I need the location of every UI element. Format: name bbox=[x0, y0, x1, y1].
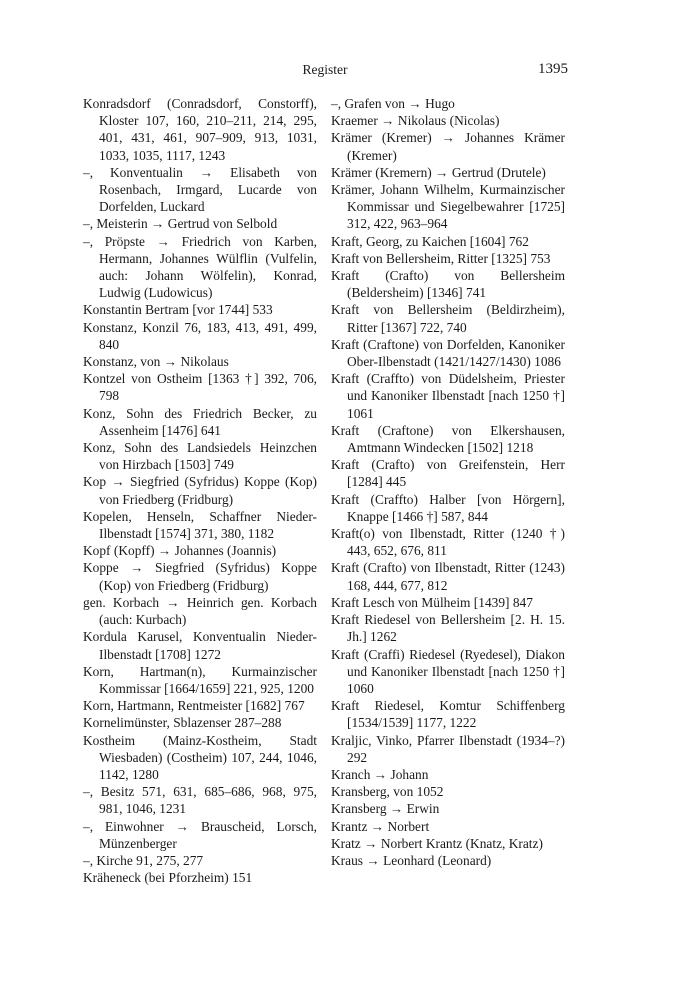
register-entry: –, Kirche 91, 275, 277 bbox=[83, 852, 204, 868]
register-entry: Krämer (Kremern) → Gertrud (Drutele) bbox=[331, 164, 546, 180]
register-entry: Konz, Sohn des Friedrich Becker, zu Assenheim [1476] 641 bbox=[83, 405, 317, 438]
register-entry: –, Besitz 571, 631, 685–686, 968, 975, 981, 1046, 1231 bbox=[83, 784, 317, 817]
register-entry: Korn, Hartman(n), Kurmainzischer Kommissar [1664/1659] 221, 925, 1200 bbox=[83, 663, 317, 696]
register-entry: –, Pröpste → Friedrich von Karben, Hermann, Johannes Wülflin (Vulfelin, auch: Johann Wölfelin), Konrad, Ludwig (Ludowicus) bbox=[83, 233, 317, 301]
register-entry: Kraft Riedesel, Komtur Schiffenberg [1534/1539] 1177, 1222 bbox=[331, 698, 565, 731]
register-entry: Kraemer → Nikolaus (Nicolas) bbox=[331, 113, 500, 129]
register-entry: Kraft von Bellersheim (Beldirzheim), Ritter [1367] 722, 740 bbox=[331, 302, 565, 335]
register-entry: Kraft (Craftone) von Dorfelden, Kanoniker Ober-Ilbenstadt (1421/1427/1430) 1086 bbox=[331, 336, 565, 370]
register-entry: Konstantin Bertram [vor 1744] 533 bbox=[83, 302, 273, 318]
register-entry: Koppe → Siegfried (Syfridus) Koppe (Kop) von Friedberg (Fridburg) bbox=[83, 560, 317, 593]
register-column-left bbox=[83, 95, 317, 886]
register-entry: Kopelen, Henseln, Schaffner Nieder-Ilbenstadt [1574] 371, 380, 1182 bbox=[83, 508, 317, 542]
running-title: Register bbox=[302, 62, 348, 77]
register-entry: gen. Korbach → Heinrich gen. Korbach (auch: Kurbach) bbox=[83, 594, 317, 628]
register-entry: Kransberg → Erwin bbox=[331, 801, 440, 817]
register-entry: Kop → Siegfried (Syfridus) Koppe (Kop) von Friedberg (Fridburg) bbox=[83, 474, 317, 507]
register-entry: Kraft (Craffi) Riedesel (Ryedesel), Diakon und Kanoniker Ilbenstadt [nach 1250 †] 1060 bbox=[331, 646, 565, 696]
register-entry: –, Meisterin → Gertrud von Selbold bbox=[83, 216, 278, 232]
register-entry: Kraft (Crafto) von Bellersheim (Beldersheim) [1346] 741 bbox=[331, 268, 565, 301]
register-entry: –, Konventualin → Elisabeth von Rosenbach, Irmgard, Lucarde von Dorfelden, Luckard bbox=[83, 164, 317, 215]
register-entry: Konz, Sohn des Landsiedels Heinzchen von Hirzbach [1503] 749 bbox=[83, 440, 317, 473]
register-entry: Krämer, Johann Wilhelm, Kurmainzischer Kommissar und Siegelbewahrer [1725] 312, 422, 963–964 bbox=[331, 182, 565, 232]
page-number: 1395 bbox=[538, 61, 568, 77]
register-entry: Kraft Riedesel von Bellersheim [2. H. 15. Jh.] 1262 bbox=[331, 612, 565, 645]
register-entry: Kornelimünster, Sblazenser 287–288 bbox=[83, 715, 282, 731]
register-entry: Kopf (Kopff) → Johannes (Joannis) bbox=[83, 543, 277, 559]
register-entry: Kraft (Crafto) von Ilbenstadt, Ritter (1243) 168, 444, 677, 812 bbox=[331, 560, 565, 593]
register-entry: Konstanz, von → Nikolaus bbox=[83, 354, 229, 370]
register-entry: Kransberg, von 1052 bbox=[331, 784, 444, 800]
register-entry: Kratz → Norbert Krantz (Knatz, Kratz) bbox=[331, 835, 543, 851]
register-entry: Kraft (Craffto) Halber [von Hörgern], Knappe [1466 †] 587, 844 bbox=[331, 491, 565, 524]
register-entry: Korn, Hartmann, Rentmeister [1682] 767 bbox=[83, 698, 305, 714]
register-entry: Kraljic, Vinko, Pfarrer Ilbenstadt (1934–?) 292 bbox=[331, 732, 565, 765]
register-entry: Kranch → Johann bbox=[331, 766, 429, 782]
register-entry: Kraft, Georg, zu Kaichen [1604] 762 bbox=[331, 233, 529, 249]
register-entry: Kraft (Craffto) von Düdelsheim, Priester und Kanoniker Ilbenstadt [nach 1250 †] 1061 bbox=[331, 371, 565, 421]
register-column-right bbox=[331, 95, 565, 869]
register-entry: Konradsdorf (Conradsdorf, Constorff), Kloster 107, 160, 210–211, 214, 295, 401, 431, 461, 907–909, 913, 1031, 1033, 1035, 1117, 1243 bbox=[83, 96, 317, 163]
register-entry: Krämer (Kremer) → Johannes Krämer (Kremer) bbox=[331, 130, 565, 163]
register-entry: Kraft von Bellersheim, Ritter [1325] 753 bbox=[331, 250, 551, 266]
register-entry: Kostheim (Mainz-Kostheim, Stadt Wiesbaden) (Costheim) 107, 244, 1046, 1142, 1280 bbox=[83, 732, 317, 782]
register-entry: –, Einwohner → Brauscheid, Lorsch, Münzenberger bbox=[83, 818, 317, 851]
register-entry: Kraft Lesch von Mülheim [1439] 847 bbox=[331, 594, 533, 610]
page-header bbox=[82, 62, 568, 82]
register-entry: Kraft (Crafto) von Greifenstein, Herr [1284] 445 bbox=[331, 457, 565, 490]
register-entry: Krantz → Norbert bbox=[331, 818, 430, 834]
register-entry: Kraft (Craftone) von Elkershausen, Amtmann Windecken [1502] 1218 bbox=[331, 422, 565, 456]
register-entry: Kräheneck (bei Pforzheim) 151 bbox=[83, 870, 253, 886]
register-entry: Kraus → Leonhard (Leonard) bbox=[331, 852, 492, 868]
register-entry: –, Grafen von → Hugo bbox=[331, 96, 455, 111]
register-entry: Kontzel von Ostheim [1363 †] 392, 706, 798 bbox=[83, 371, 317, 404]
register-entry: Konstanz, Konzil 76, 183, 413, 491, 499, 840 bbox=[83, 319, 317, 352]
register-entry: Kraft(o) von Ilbenstadt, Ritter (1240 †) 443, 652, 676, 811 bbox=[331, 526, 565, 559]
register-entry: Kordula Karusel, Konventualin Nieder-Ilbenstadt [1708] 1272 bbox=[83, 629, 317, 662]
